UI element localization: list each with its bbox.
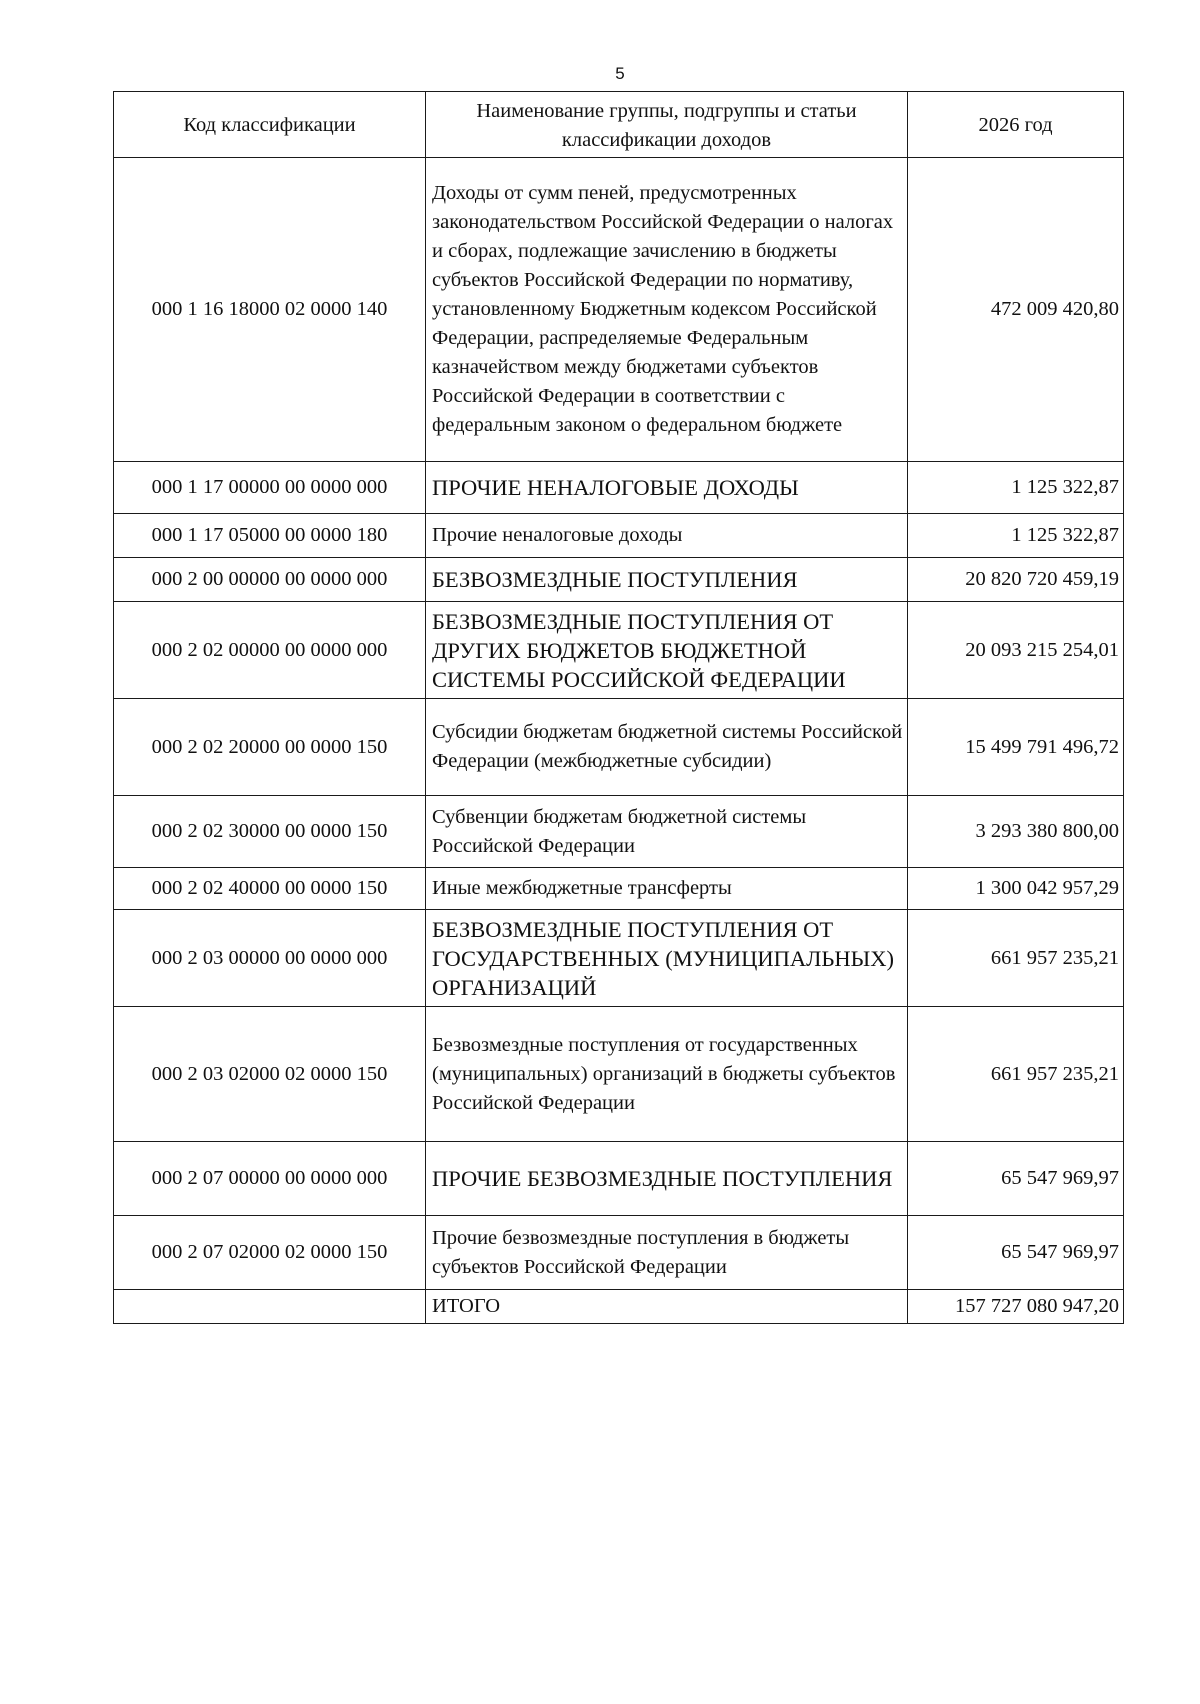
row-name: Иные межбюджетные трансферты [426,868,908,910]
row-name: БЕЗВОЗМЕЗДНЫЕ ПОСТУПЛЕНИЯ [426,558,908,602]
row-amount: 20 820 720 459,19 [908,558,1124,602]
table-row [114,514,1124,558]
row-code: 000 2 02 00000 00 0000 000 [114,602,426,699]
table-row [114,699,1124,796]
row-code: 000 1 17 00000 00 0000 000 [114,462,426,514]
total-code-empty [114,1290,426,1324]
row-amount: 65 547 969,97 [908,1216,1124,1290]
table-row [114,1216,1124,1290]
table-row [114,1142,1124,1216]
row-code: 000 2 02 20000 00 0000 150 [114,699,426,796]
header-name: Наименование группы, подгруппы и статьи классификации доходов [426,92,908,158]
row-amount: 15 499 791 496,72 [908,699,1124,796]
revenue-classification-table [113,91,1124,1324]
total-amount: 157 727 080 947,20 [908,1290,1124,1324]
row-name: ПРОЧИЕ НЕНАЛОГОВЫЕ ДОХОДЫ [426,462,908,514]
row-code: 000 2 00 00000 00 0000 000 [114,558,426,602]
row-code: 000 2 02 30000 00 0000 150 [114,796,426,868]
row-amount: 65 547 969,97 [908,1142,1124,1216]
row-name: Прочие безвозмездные поступления в бюджеты субъектов Российской Федерации [426,1216,908,1290]
row-code: 000 2 03 00000 00 0000 000 [114,910,426,1007]
row-name: Субсидии бюджетам бюджетной системы Российской Федерации (межбюджетные субсидии) [426,699,908,796]
table-row [114,462,1124,514]
table-row [114,1007,1124,1142]
row-amount: 472 009 420,80 [908,158,1124,462]
row-code: 000 1 16 18000 02 0000 140 [114,158,426,462]
page-number: 5 [615,64,625,83]
row-amount: 661 957 235,21 [908,910,1124,1007]
row-name: Прочие неналоговые доходы [426,514,908,558]
row-name: Субвенции бюджетам бюджетной системы Российской Федерации [426,796,908,868]
row-amount: 1 300 042 957,29 [908,868,1124,910]
table-row [114,558,1124,602]
row-amount: 3 293 380 800,00 [908,796,1124,868]
table-header-row [114,92,1124,158]
row-code: 000 2 02 40000 00 0000 150 [114,868,426,910]
row-code: 000 2 07 02000 02 0000 150 [114,1216,426,1290]
row-name: БЕЗВОЗМЕЗДНЫЕ ПОСТУПЛЕНИЯ ОТ ДРУГИХ БЮДЖЕТОВ БЮДЖЕТНОЙ СИСТЕМЫ РОССИЙСКОЙ ФЕДЕРАЦИИ [426,602,908,699]
table-row [114,796,1124,868]
table-row [114,868,1124,910]
header-code: Код классификации [114,92,426,158]
row-name: ПРОЧИЕ БЕЗВОЗМЕЗДНЫЕ ПОСТУПЛЕНИЯ [426,1142,908,1216]
table-row [114,158,1124,462]
header-year: 2026 год [908,92,1124,158]
row-code: 000 1 17 05000 00 0000 180 [114,514,426,558]
row-code: 000 2 07 00000 00 0000 000 [114,1142,426,1216]
table-total-row [114,1290,1124,1324]
table-row [114,910,1124,1007]
row-amount: 1 125 322,87 [908,514,1124,558]
row-code: 000 2 03 02000 02 0000 150 [114,1007,426,1142]
row-name: Безвозмездные поступления от государственных (муниципальных) организаций в бюджеты субъектов Российской Федерации [426,1007,908,1142]
row-name: Доходы от сумм пеней, предусмотренных законодательством Российской Федерации о налогах и сборах, подлежащие зачислению в бюджеты субъектов Российской Федерации по нормативу, установленному Бюджетным кодексом Российской Федерации, распределяемые Федеральным казначейством между бюджетами субъектов Российской Федерации в соответствии с федеральным законом о федеральном бюджете [426,158,908,462]
row-amount: 1 125 322,87 [908,462,1124,514]
table-row [114,602,1124,699]
total-label: ИТОГО [426,1290,908,1324]
row-amount: 20 093 215 254,01 [908,602,1124,699]
row-name: БЕЗВОЗМЕЗДНЫЕ ПОСТУПЛЕНИЯ ОТ ГОСУДАРСТВЕННЫХ (МУНИЦИПАЛЬНЫХ) ОРГАНИЗАЦИЙ [426,910,908,1007]
row-amount: 661 957 235,21 [908,1007,1124,1142]
